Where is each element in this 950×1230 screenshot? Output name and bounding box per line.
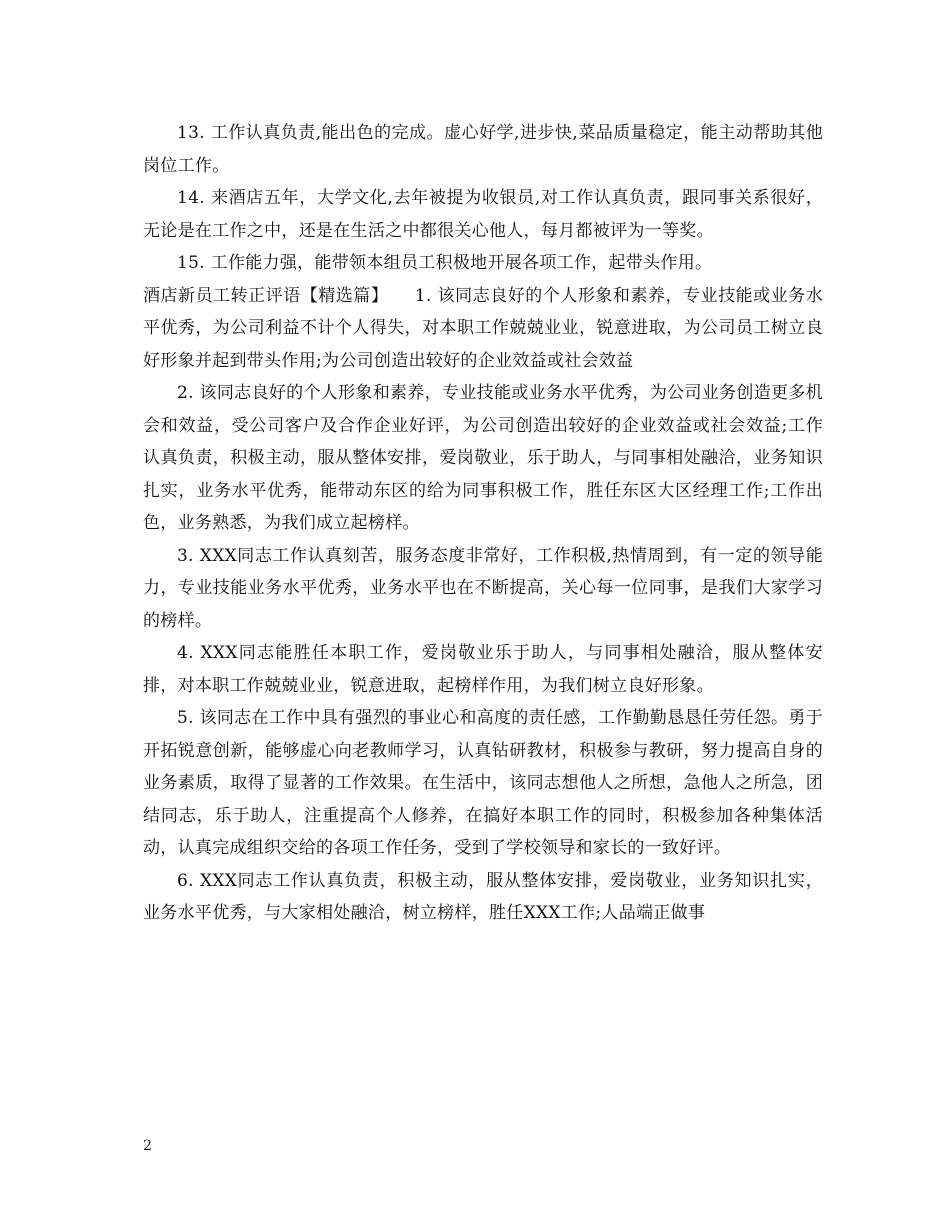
- paragraph-3: 3. XXX同志工作认真刻苦，服务态度非常好，工作积极,热情周到，有一定的领导能力，专业技能业务水平优秀，业务水平也在不断提高，关心每一位同事，是我们大家学习的榜样。: [143, 545, 823, 631]
- document-body: [143, 117, 823, 930]
- page-number: 2: [143, 1138, 152, 1154]
- paragraph-14: 14. 来酒店五年，大学文化,去年被提为收银员,对工作认真负责，跟同事关系很好，无论是在工作之中，还是在生活之中都很关心他人，每月都被评为一等奖。: [143, 188, 823, 241]
- paragraph-6: 6. XXX同志工作认真负责，积极主动，服从整体安排，爱岗敬业，业务知识扎实，业务水平优秀，与大家相处融洽，树立榜样，胜任XXX工作;人品端正做事: [143, 870, 823, 923]
- paragraph-2: 2. 该同志良好的个人形象和素养，专业技能或业务水平优秀，为公司业务创造更多机会和效益，受公司客户及合作企业好评，为公司创造出较好的企业效益或社会效益;工作认真负责，积极主动，服从整体安排，爱岗敬业，乐于助人，与同事相处融洽，业务知识扎实，业务水平优秀，能带动东区的给为同事积极工作，胜任东区大区经理工作;工作出色，业务熟悉，为我们成立起榜样。: [143, 383, 823, 533]
- paragraph-5: 5. 该同志在工作中具有强烈的事业心和高度的责任感，工作勤勤恳恳任劳任怨。勇于开拓锐意创新，能够虚心向老教师学习，认真钻研教材，积极参与教研，努力提高自身的业务素质，取得了显著的工作效果。在生活中，该同志想他人之所想，急他人之所急，团结同志，乐于助人，注重提高个人修养，在搞好本职工作的同时，积极参加各种集体活动，认真完成组织交给的各项工作任务，受到了学校领导和家长的一致好评。: [143, 708, 823, 858]
- paragraph-15: 15. 工作能力强，能带领本组员工积极地开展各项工作，起带头作用。: [177, 253, 713, 273]
- paragraph-13: 13. 工作认真负责,能出色的完成。虚心好学,进步快,菜品质量稳定，能主动帮助其他岗位工作。: [143, 123, 823, 176]
- section-heading-paragraph-1: 酒店新员工转正评语【精选篇】 1. 该同志良好的个人形象和素养，专业技能或业务水平优秀，为公司利益不计个人得失，对本职工作兢兢业业，锐意进取，为公司员工树立良好形象并起到带头作用;为公司创造出较好的企业效益或社会效益: [143, 285, 823, 371]
- paragraph-4: 4. XXX同志能胜任本职工作，爱岗敬业乐于助人，与同事相处融洽，服从整体安排，对本职工作兢兢业业，锐意进取，起榜样作用，为我们树立良好形象。: [143, 643, 823, 696]
